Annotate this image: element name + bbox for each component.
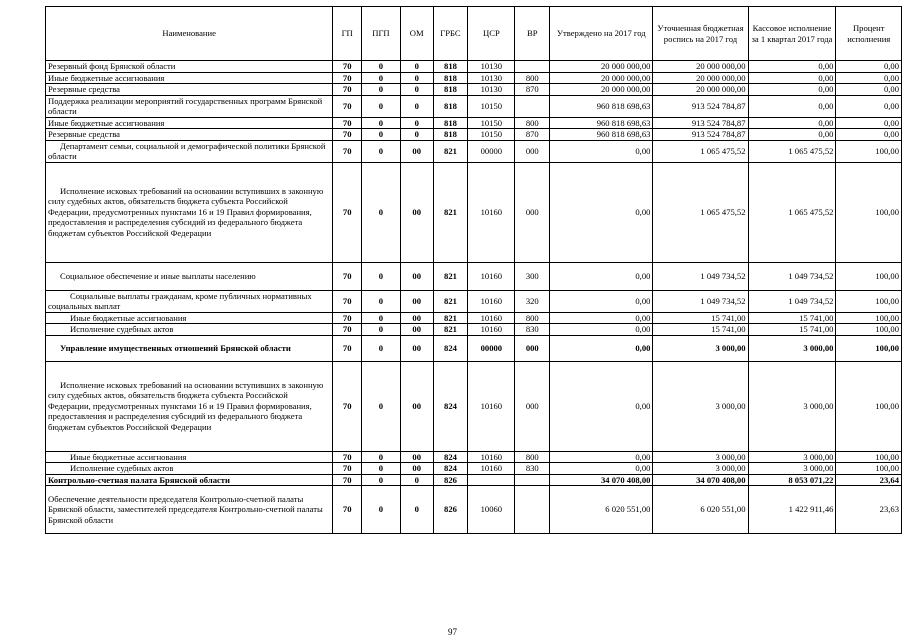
cell-approved: 0,00 xyxy=(550,290,653,312)
cell-approved: 0,00 xyxy=(550,324,653,336)
cell-approved: 0,00 xyxy=(550,361,653,451)
cell-gp: 70 xyxy=(333,162,362,262)
cell-percent: 100,00 xyxy=(836,162,902,262)
cell-vr: 870 xyxy=(515,129,550,141)
table-row xyxy=(46,84,902,96)
cell-vr: 830 xyxy=(515,463,550,475)
cell-refined: 1 049 734,52 xyxy=(653,262,748,290)
cell-pgp: 0 xyxy=(362,95,401,117)
cell-gp: 70 xyxy=(333,95,362,117)
table-row xyxy=(46,451,902,463)
cell-om: 00 xyxy=(400,361,433,451)
cell-pgp: 0 xyxy=(362,312,401,324)
cell-name: Иные бюджетные ассигнования xyxy=(46,72,333,84)
cell-cash: 3 000,00 xyxy=(748,451,836,463)
cell-gp: 70 xyxy=(333,129,362,141)
cell-pgp: 0 xyxy=(362,84,401,96)
cell-grbs: 821 xyxy=(433,162,468,262)
cell-pgp: 0 xyxy=(362,262,401,290)
header-percent: Процент исполнения xyxy=(836,7,902,61)
cell-gp: 70 xyxy=(333,361,362,451)
cell-percent: 100,00 xyxy=(836,335,902,361)
cell-refined: 20 000 000,00 xyxy=(653,61,748,73)
cell-refined: 913 524 784,87 xyxy=(653,117,748,129)
cell-cash: 0,00 xyxy=(748,72,836,84)
cell-vr: 800 xyxy=(515,117,550,129)
cell-pgp: 0 xyxy=(362,335,401,361)
cell-percent: 0,00 xyxy=(836,95,902,117)
cell-om: 00 xyxy=(400,140,433,162)
cell-name: Иные бюджетные ассигнования xyxy=(46,451,333,463)
cell-om: 00 xyxy=(400,463,433,475)
table-row xyxy=(46,61,902,73)
cell-gp: 70 xyxy=(333,451,362,463)
cell-cash: 0,00 xyxy=(748,61,836,73)
cell-csr: 10160 xyxy=(468,290,515,312)
table-row xyxy=(46,95,902,117)
cell-refined: 15 741,00 xyxy=(653,312,748,324)
table-row xyxy=(46,290,902,312)
header-pgp: ПГП xyxy=(362,7,401,61)
cell-gp: 70 xyxy=(333,72,362,84)
table-row xyxy=(46,140,902,162)
cell-vr: 000 xyxy=(515,140,550,162)
cell-name: Резервный фонд Брянской области xyxy=(46,61,333,73)
cell-name: Поддержка реализации мероприятий государственных программ Брянской области xyxy=(46,95,333,117)
cell-cash: 0,00 xyxy=(748,129,836,141)
cell-vr: 870 xyxy=(515,84,550,96)
cell-pgp: 0 xyxy=(362,290,401,312)
cell-pgp: 0 xyxy=(362,117,401,129)
cell-percent: 0,00 xyxy=(836,117,902,129)
cell-grbs: 824 xyxy=(433,451,468,463)
cell-percent: 0,00 xyxy=(836,61,902,73)
cell-om: 00 xyxy=(400,162,433,262)
cell-percent: 100,00 xyxy=(836,290,902,312)
cell-csr: 10130 xyxy=(468,61,515,73)
cell-grbs: 824 xyxy=(433,463,468,475)
cell-refined: 1 065 475,52 xyxy=(653,140,748,162)
cell-refined: 15 741,00 xyxy=(653,324,748,336)
header-row xyxy=(46,7,902,61)
cell-cash: 15 741,00 xyxy=(748,312,836,324)
cell-csr: 10160 xyxy=(468,162,515,262)
cell-csr: 10150 xyxy=(468,95,515,117)
cell-csr: 10160 xyxy=(468,451,515,463)
table-row xyxy=(46,335,902,361)
cell-name: Исполнение судебных актов xyxy=(46,463,333,475)
cell-refined: 34 070 408,00 xyxy=(653,474,748,486)
cell-percent: 23,64 xyxy=(836,474,902,486)
cell-pgp: 0 xyxy=(362,72,401,84)
cell-percent: 0,00 xyxy=(836,84,902,96)
cell-vr xyxy=(515,61,550,73)
cell-name: Иные бюджетные ассигнования xyxy=(46,312,333,324)
cell-om: 0 xyxy=(400,84,433,96)
cell-refined: 1 049 734,52 xyxy=(653,290,748,312)
cell-cash: 3 000,00 xyxy=(748,463,836,475)
cell-cash: 1 049 734,52 xyxy=(748,262,836,290)
cell-grbs: 821 xyxy=(433,324,468,336)
cell-gp: 70 xyxy=(333,312,362,324)
cell-approved: 0,00 xyxy=(550,312,653,324)
cell-vr: 800 xyxy=(515,451,550,463)
cell-refined: 3 000,00 xyxy=(653,463,748,475)
cell-cash: 1 065 475,52 xyxy=(748,140,836,162)
cell-approved: 20 000 000,00 xyxy=(550,72,653,84)
table-row xyxy=(46,312,902,324)
table-row xyxy=(46,474,902,486)
table-row xyxy=(46,486,902,534)
header-gp: ГП xyxy=(333,7,362,61)
page-number: 97 xyxy=(448,627,457,637)
cell-cash: 8 053 071,22 xyxy=(748,474,836,486)
cell-approved: 0,00 xyxy=(550,451,653,463)
cell-approved: 6 020 551,00 xyxy=(550,486,653,534)
cell-percent: 100,00 xyxy=(836,361,902,451)
cell-cash: 1 049 734,52 xyxy=(748,290,836,312)
cell-om: 00 xyxy=(400,312,433,324)
cell-name: Исполнение судебных актов xyxy=(46,324,333,336)
cell-refined: 3 000,00 xyxy=(653,361,748,451)
cell-refined: 20 000 000,00 xyxy=(653,84,748,96)
table-row xyxy=(46,72,902,84)
cell-om: 0 xyxy=(400,117,433,129)
cell-gp: 70 xyxy=(333,486,362,534)
cell-name: Резервные средства xyxy=(46,84,333,96)
cell-approved: 960 818 698,63 xyxy=(550,95,653,117)
cell-approved: 960 818 698,63 xyxy=(550,117,653,129)
cell-grbs: 826 xyxy=(433,486,468,534)
cell-refined: 1 065 475,52 xyxy=(653,162,748,262)
table-row xyxy=(46,463,902,475)
cell-approved: 34 070 408,00 xyxy=(550,474,653,486)
cell-om: 0 xyxy=(400,474,433,486)
cell-grbs: 821 xyxy=(433,140,468,162)
table-body xyxy=(46,61,902,534)
cell-refined: 3 000,00 xyxy=(653,335,748,361)
cell-name: Управление имущественных отношений Брянской области xyxy=(46,335,333,361)
cell-gp: 70 xyxy=(333,140,362,162)
cell-cash: 1 065 475,52 xyxy=(748,162,836,262)
cell-pgp: 0 xyxy=(362,140,401,162)
cell-vr: 000 xyxy=(515,335,550,361)
header-approved: Утверждено на 2017 год xyxy=(550,7,653,61)
cell-refined: 913 524 784,87 xyxy=(653,129,748,141)
cell-grbs: 818 xyxy=(433,95,468,117)
cell-csr: 10160 xyxy=(468,361,515,451)
cell-csr: 00000 xyxy=(468,335,515,361)
cell-vr: 800 xyxy=(515,312,550,324)
cell-percent: 100,00 xyxy=(836,140,902,162)
cell-pgp: 0 xyxy=(362,486,401,534)
cell-om: 00 xyxy=(400,290,433,312)
cell-csr: 10160 xyxy=(468,312,515,324)
cell-pgp: 0 xyxy=(362,324,401,336)
cell-gp: 70 xyxy=(333,474,362,486)
cell-vr: 320 xyxy=(515,290,550,312)
cell-vr: 000 xyxy=(515,162,550,262)
header-csr: ЦСР xyxy=(468,7,515,61)
cell-approved: 20 000 000,00 xyxy=(550,61,653,73)
cell-approved: 960 818 698,63 xyxy=(550,129,653,141)
header-refined: Уточненная бюджетная роспись на 2017 год xyxy=(653,7,748,61)
cell-name: Департамент семьи, социальной и демографической политики Брянской области xyxy=(46,140,333,162)
cell-gp: 70 xyxy=(333,335,362,361)
cell-vr xyxy=(515,486,550,534)
header-name: Наименование xyxy=(46,7,333,61)
cell-approved: 0,00 xyxy=(550,463,653,475)
header-om: ОМ xyxy=(400,7,433,61)
cell-cash: 0,00 xyxy=(748,84,836,96)
cell-grbs: 826 xyxy=(433,474,468,486)
cell-name: Иные бюджетные ассигнования xyxy=(46,117,333,129)
cell-cash: 0,00 xyxy=(748,117,836,129)
cell-percent: 100,00 xyxy=(836,262,902,290)
cell-cash: 3 000,00 xyxy=(748,335,836,361)
cell-om: 0 xyxy=(400,61,433,73)
cell-percent: 100,00 xyxy=(836,463,902,475)
cell-csr: 10160 xyxy=(468,262,515,290)
cell-percent: 0,00 xyxy=(836,129,902,141)
cell-cash: 15 741,00 xyxy=(748,324,836,336)
cell-pgp: 0 xyxy=(362,162,401,262)
cell-pgp: 0 xyxy=(362,129,401,141)
header-vr: ВР xyxy=(515,7,550,61)
cell-csr xyxy=(468,474,515,486)
cell-vr: 000 xyxy=(515,361,550,451)
cell-csr: 10150 xyxy=(468,117,515,129)
cell-gp: 70 xyxy=(333,262,362,290)
cell-vr: 830 xyxy=(515,324,550,336)
cell-gp: 70 xyxy=(333,117,362,129)
cell-om: 0 xyxy=(400,486,433,534)
cell-vr: 300 xyxy=(515,262,550,290)
cell-gp: 70 xyxy=(333,61,362,73)
table-row xyxy=(46,262,902,290)
cell-om: 00 xyxy=(400,262,433,290)
cell-grbs: 818 xyxy=(433,129,468,141)
cell-vr xyxy=(515,95,550,117)
cell-grbs: 818 xyxy=(433,61,468,73)
cell-pgp: 0 xyxy=(362,361,401,451)
cell-cash: 3 000,00 xyxy=(748,361,836,451)
cell-percent: 100,00 xyxy=(836,451,902,463)
cell-om: 00 xyxy=(400,324,433,336)
cell-approved: 0,00 xyxy=(550,162,653,262)
cell-grbs: 821 xyxy=(433,262,468,290)
header-cash: Кассовое исполнение за 1 квартал 2017 года xyxy=(748,7,836,61)
cell-vr xyxy=(515,474,550,486)
cell-gp: 70 xyxy=(333,84,362,96)
cell-vr: 800 xyxy=(515,72,550,84)
cell-csr: 00000 xyxy=(468,140,515,162)
cell-csr: 10130 xyxy=(468,72,515,84)
cell-approved: 0,00 xyxy=(550,262,653,290)
table-row xyxy=(46,324,902,336)
cell-gp: 70 xyxy=(333,290,362,312)
cell-csr: 10160 xyxy=(468,324,515,336)
cell-csr: 10160 xyxy=(468,463,515,475)
cell-gp: 70 xyxy=(333,463,362,475)
cell-percent: 100,00 xyxy=(836,312,902,324)
cell-grbs: 821 xyxy=(433,290,468,312)
cell-pgp: 0 xyxy=(362,451,401,463)
cell-om: 00 xyxy=(400,335,433,361)
cell-grbs: 821 xyxy=(433,312,468,324)
table-row xyxy=(46,117,902,129)
cell-gp: 70 xyxy=(333,324,362,336)
cell-name: Исполнение исковых требований на основании вступивших в законную силу судебных актов, обязательств бюджета субъекта Российской Федерации, предусмотренных пунктами 16 и 19 Правил формирования, предоставления и распределения субсидий из федерального бюджета бюджетам субъектов Российской Федерации xyxy=(46,162,333,262)
cell-percent: 0,00 xyxy=(836,72,902,84)
table-row xyxy=(46,361,902,451)
cell-cash: 0,00 xyxy=(748,95,836,117)
cell-name: Контрольно-счетная палата Брянской области xyxy=(46,474,333,486)
cell-name: Исполнение исковых требований на основании вступивших в законную силу судебных актов, обязательств бюджета субъекта Российской Федерации, предусмотренных пунктами 16 и 19 Правил формирования, предоставления и распределения субсидий из федерального бюджета бюджетам субъектов Российской Федерации xyxy=(46,361,333,451)
cell-percent: 100,00 xyxy=(836,324,902,336)
cell-grbs: 818 xyxy=(433,117,468,129)
cell-refined: 3 000,00 xyxy=(653,451,748,463)
cell-csr: 10150 xyxy=(468,129,515,141)
cell-name: Социальные выплаты гражданам, кроме публичных нормативных социальных выплат xyxy=(46,290,333,312)
cell-pgp: 0 xyxy=(362,61,401,73)
cell-om: 0 xyxy=(400,129,433,141)
cell-name: Резервные средства xyxy=(46,129,333,141)
cell-name: Обеспечение деятельности председателя Контрольно-счетной палаты Брянской области, заместителей председателя Контрольно-счетной палаты Брянской области xyxy=(46,486,333,534)
cell-approved: 0,00 xyxy=(550,335,653,361)
cell-csr: 10060 xyxy=(468,486,515,534)
cell-grbs: 824 xyxy=(433,335,468,361)
cell-approved: 20 000 000,00 xyxy=(550,84,653,96)
cell-grbs: 818 xyxy=(433,72,468,84)
cell-pgp: 0 xyxy=(362,474,401,486)
cell-grbs: 818 xyxy=(433,84,468,96)
cell-approved: 0,00 xyxy=(550,140,653,162)
cell-csr: 10130 xyxy=(468,84,515,96)
cell-refined: 6 020 551,00 xyxy=(653,486,748,534)
cell-om: 00 xyxy=(400,451,433,463)
cell-name: Социальное обеспечение и иные выплаты населению xyxy=(46,262,333,290)
cell-pgp: 0 xyxy=(362,463,401,475)
cell-refined: 20 000 000,00 xyxy=(653,72,748,84)
cell-percent: 23,63 xyxy=(836,486,902,534)
table-row xyxy=(46,129,902,141)
cell-cash: 1 422 911,46 xyxy=(748,486,836,534)
table-row xyxy=(46,162,902,262)
cell-refined: 913 524 784,87 xyxy=(653,95,748,117)
cell-grbs: 824 xyxy=(433,361,468,451)
cell-om: 0 xyxy=(400,72,433,84)
budget-table xyxy=(45,6,902,534)
header-grbs: ГРБС xyxy=(433,7,468,61)
cell-om: 0 xyxy=(400,95,433,117)
